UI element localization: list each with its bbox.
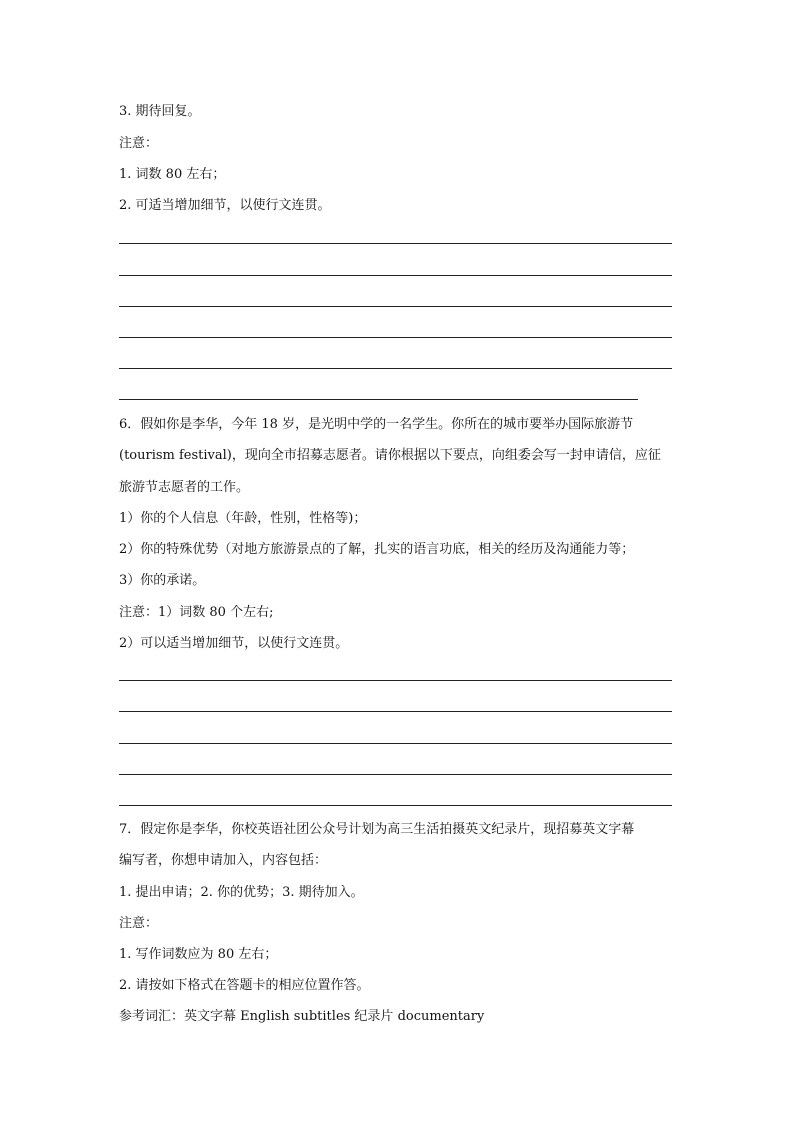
q6-note-2: 2）可以适当增加细节，以使行文连贯。 xyxy=(119,636,349,651)
answer-line xyxy=(119,805,672,806)
answer-line xyxy=(119,243,672,244)
notes-label: 注意： xyxy=(119,136,159,151)
q7-line-1: 7．假定你是李华，你校英语社团公众号计划为高三生活拍摄英文纪录片，现招募英文字幕 xyxy=(119,822,635,837)
q7-vocab: 参考词汇：英文字幕 English subtitles 纪录片 documentary xyxy=(119,1009,485,1024)
q6-note-1: 注意：1）词数 80 个左右; xyxy=(119,605,274,620)
q7-note-2: 2. 请按如下格式在答题卡的相应位置作答。 xyxy=(119,978,370,993)
item-3: 3. 期待回复。 xyxy=(119,104,201,119)
q7-notes-label: 注意： xyxy=(119,916,159,931)
q7-line-2: 编写者，你想申请加入，内容包括： xyxy=(119,853,328,868)
q7-points: 1. 提出申请；2. 你的优势；3. 期待加入。 xyxy=(119,885,364,900)
q6-point-3: 3）你的承诺。 xyxy=(119,573,206,588)
answer-line xyxy=(119,399,638,400)
answer-line xyxy=(119,774,672,775)
answer-line xyxy=(119,711,672,712)
q6-line-2: (tourism festival)，现向全市招募志愿者。请你根据以下要点，向组委会写一封申请信，应征 xyxy=(119,448,661,463)
answer-line xyxy=(119,306,672,307)
answer-line xyxy=(119,680,672,681)
q6-point-1: 1）你的个人信息（年龄，性别，性格等)； xyxy=(119,511,367,526)
answer-line xyxy=(119,337,672,338)
answer-line xyxy=(119,743,672,744)
answer-line xyxy=(119,368,672,369)
answer-line xyxy=(119,275,672,276)
q6-line-1: 6．假如你是李华，今年 18 岁，是光明中学的一名学生。你所在的城市要举办国际旅游节 xyxy=(119,417,634,432)
note-2: 2. 可适当增加细节，以使行文连贯。 xyxy=(119,198,331,213)
q6-point-2: 2）你的特殊优势（对地方旅游景点的了解，扎实的语言功底，相关的经历及沟通能力等； xyxy=(119,542,635,557)
note-1: 1. 词数 80 左右； xyxy=(119,167,226,182)
q7-note-1: 1. 写作词数应为 80 左右； xyxy=(119,947,278,962)
q6-line-3: 旅游节志愿者的工作。 xyxy=(119,480,250,495)
